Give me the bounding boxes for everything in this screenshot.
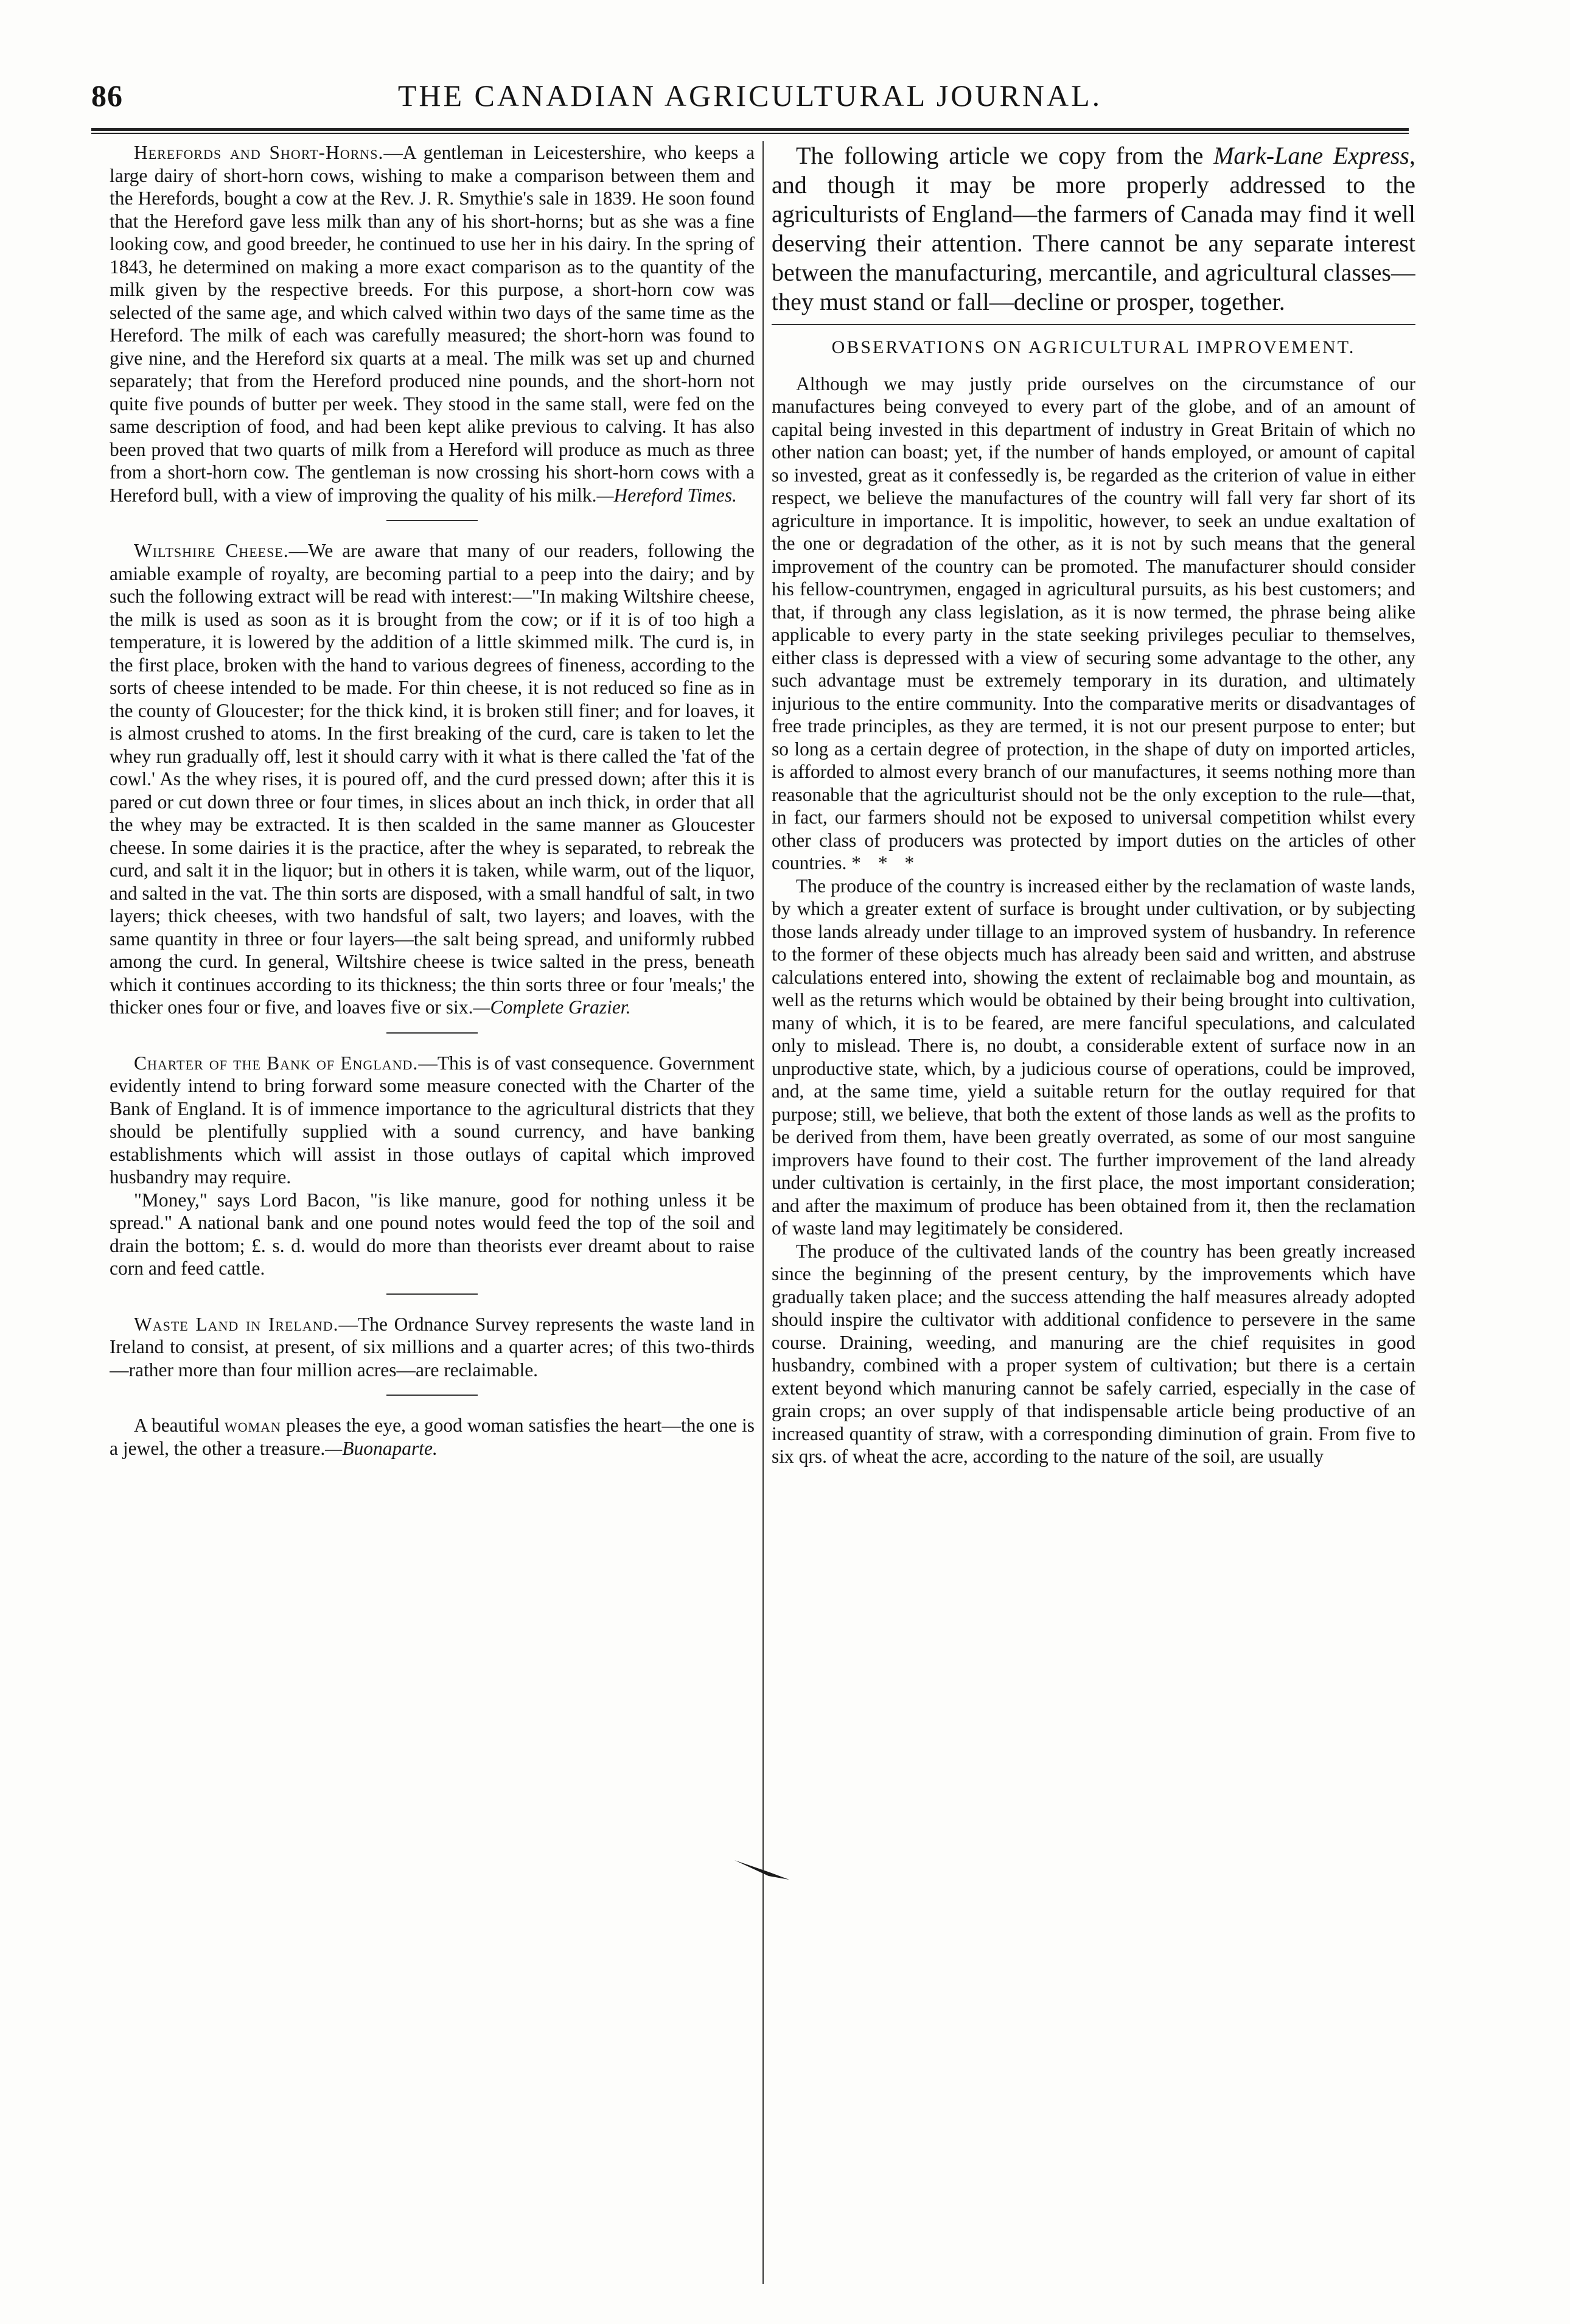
article-woman: [110, 1414, 755, 1460]
article-body: —A gentleman in Leicestershire, who keeps a large dairy of short-horn cows, wishing to make a comparison between them and the Herefords, bought a cow at the Rev. J. R. Smythie's sale in 1839. He soon found that the Hereford gave less milk than any of his short-horns; but as she was a fine looking cow, and good breeder, he continued to use her in his dairy. In the spring of 1843, he determined on making a more exact comparison as to the quantity of the milk given by the respective breeds. For this purpose, a short-horn cow was selected of the same age, and which calved within two days of the same time as the Hereford. The milk of each was carefully measured; the short-horn was found to give nine, and the Hereford six quarts at a meal. The milk was set up and churned separately; that from the Hereford produced nine pounds, and the short-horn not quite five pounds of butter per week. They stood in the same stall, were fed on the same description of food, and had been kept alike previous to calving. It has also been proved that two quarts of milk from a Hereford will produce as much as three from a short-horn cow. The gentleman is now crossing his short-horn cows with a Hereford bull, with a view of improving the quality of his milk.: [110, 142, 755, 506]
article-body: A beautiful: [134, 1415, 225, 1436]
article-heading: Herefords and Short-Horns.: [134, 142, 384, 163]
intro-rule: [772, 324, 1415, 325]
article-source: —Hereford Times.: [596, 484, 737, 506]
article-bank-quote: "Money," says Lord Bacon, "is like manure, good for nothing unless it be spread." A national bank and one pound notes would feed the top of the soil and drain the bottom; £. s. d. would do more than theorists ever dreamt about to raise corn and feed cattle.: [110, 1189, 755, 1279]
observations-paragraph-3: The produce of the cultivated lands of the country has been greatly increased since the beginning of the present century, by the improvements which have gradually taken place; and the success attending the half measures already adopted should inspire the cultivator with additional confidence to persevere in the same course. Draining, weeding, and manuring are the chief requisites in good husbandry, combined with a proper system of cultivation; but there is a certain extent beyond which manuring cannot be safely carried, especially in the case of grain crops; an over supply of that indispensable article being productive of an increased quantity of straw, with a corresponding diminution of grain. From five to six qrs. of wheat the acre, according to the nature of the soil, are usually: [772, 1240, 1415, 1467]
right-column: [772, 141, 1415, 2284]
ink-mark: [733, 1858, 791, 1881]
journal-title: THE CANADIAN AGRICULTURAL JOURNAL.: [397, 79, 1103, 113]
article-body: pleases the eye, a good woman satisfies the heart—the one is a jewel, the other a treasure.: [110, 1415, 755, 1459]
article-source: —Complete Grazier.: [473, 996, 631, 1018]
article-bank-charter: [110, 1052, 755, 1189]
article-body: —This is of vast consequence. Government evidently intend to bring forward some measure conected with the Charter of the Bank of England. It is of immence importance to the agricultural districts that they should be plentifully supplied with a sound currency, and have banking establishments which will assist in those outlays of capital which improved husbandry may require.: [110, 1052, 755, 1188]
article-wiltshire-cheese: [110, 539, 755, 1019]
article-heading: woman: [224, 1415, 281, 1436]
left-column: [110, 141, 755, 2284]
article-heading: Charter of the Bank of England.: [134, 1052, 419, 1074]
article-heading: Waste Land in Ireland.: [134, 1313, 339, 1335]
article-source: —Buonaparte.: [325, 1437, 438, 1459]
ellipsis-stars: * * *: [851, 852, 921, 873]
article-body: —We are aware that many of our readers, following the amiable example of royalty, are becoming partial to a peep into the dairy; and by such the following extract will be read with interest:—"In making Wiltshire cheese, the milk is used as soon as it is brought from the cow; or if it is of too high a temperature, it is lowered by the addition of a little skimmed milk. The curd is, in the first place, broken with the hand to various degrees of fineness, according to the sorts of cheese intended to be made. For thin cheese, it is not reduced so fine as in the county of Gloucester; for the thick kind, it is broken still finer; and for loaves, it is almost crushed to atoms. In the first breaking of the curd, care is taken to let the whey run gradually off, lest it should carry with it what is there called the 'fat of the cowl.' As the whey rises, it is poured off, and the curd pressed down; after this it is pared or cut down three or four times, in slices about an inch thick, in order that all the whey may be extracted. It is then scalded in the same manner as Gloucester cheese. In some dairies it is the practice, after the whey is separated, to rebreak the curd, and salt it in the liquor; but in others it is taken, while warm, out of the liquor, and salted in the vat. The thin sorts are disposed, with a small handful of salt, in two layers; thick cheeses, with two handsful of salt, two layers; and loaves, with the same quantity in three or four layers—the salt being spread, and uniformly rubbed among the curd. In general, Wiltshire cheese is twice salted in the press, beneath which it continues according to its thickness; the thin sorts three or four 'meals;' the thicker ones four or five, and loaves five or six.: [110, 540, 755, 1018]
intro-text: , and though it may be more properly addressed to the agriculturists of England—the farmers of Canada may find it well deserving their attention. There cannot be any separate interest between the manufacturing, mercantile, and agricultural classes—they must stand or fall—decline or prosper, together.: [772, 142, 1415, 315]
page-number: 86: [91, 79, 123, 113]
column-divider: [762, 141, 764, 2284]
article-herefords: [110, 141, 755, 506]
observations-paragraph-2: The produce of the country is increased either by the reclamation of waste lands, by which a greater extent of surface is brought under cultivation, or by subjecting those lands already under tillage to an improved system of husbandry. In reference to the former of these objects much has already been said and written, and abstruse calculations entered into, showing the extent of reclaimable bog and mountain, as well as the returns which would be obtained by their being brought into cultivation, many of which, it is to be feared, are mere fanciful speculations, and calculated only to mislead. There is, no doubt, a considerable extent of surface now in an unproductive state, which, by a judicious course of operations, could be improved, and, at the same time, yield a suitable return for the outlay required for that purpose; still, we believe, that both the extent of those lands as well as the profits to be derived from them, have been greatly overrated, as some of our most sanguine improvers have found to their cost. The further improvement of the land already under cultivation is certainly, in the first place, the most important consideration; and after the maximum of produce has been obtained from it, then the reclamation of waste land may legitimately be considered.: [772, 875, 1415, 1239]
observations-paragraph-1: [772, 373, 1415, 875]
intro-text: The following article we copy from the: [796, 142, 1214, 169]
section-heading: OBSERVATIONS ON AGRICULTURAL IMPROVEMENT.: [831, 337, 1356, 357]
editorial-intro: [772, 141, 1415, 317]
article-separator: [386, 520, 478, 521]
article-separator: [386, 1395, 478, 1396]
header-double-rule: [91, 128, 1409, 134]
article-separator: [386, 1293, 478, 1295]
page-header: [91, 73, 1409, 131]
article-body: —The Ordnance Survey represents the waste land in Ireland to consist, at present, of six millions and a quarter acres; of this two-thirds—rather more than four million acres—are reclaimable.: [110, 1313, 755, 1381]
article-waste-land: [110, 1313, 755, 1382]
paragraph-text: Although we may justly pride ourselves on the circumstance of our manufactures being conveyed to every part of the globe, and of an amount of capital being invested in this department of industry in Great Britain of which no other nation can boast; yet, if the number of hands employed, or amount of capital so invested, great as it confessedly is, be regarded as the criterion of value in either respect, we believe the manufactures of the country will fall very far short of its agriculture in importance. It is impolitic, however, to seek an undue exaltation of the one or degradation of the other, as it is not by such means that the general improvement of the country can be promoted. The manufacturer should consider his fellow-countrymen, engaged in agricultural pursuits, as his best customers; and that, if through any class legislation, as it is now termed, the phrase being alike applicable to every party in the state seeking privileges peculiar to themselves, either class is depressed with a view of securing some advantage to the other, any such advantage must be extremely temporary in its duration, and ultimately injurious to the entire community. Into the comparative merits or disadvantages of free trade principles, as they are termed, it is not our present purpose to enter; but so long as a certain degree of protection, in the shape of duty on imported articles, is afforded to almost every branch of our manufactures, it seems nothing more than reasonable that the agriculturist should not be the only exception to the rule—that, in fact, our farmers should not be exposed to universal competition whilst every other class of producers was protected by import duties on the articles of other countries.: [772, 373, 1415, 873]
article-heading: Wiltshire Cheese.: [134, 540, 289, 561]
intro-source-title: Mark-Lane Express: [1213, 142, 1410, 169]
article-separator: [386, 1032, 478, 1034]
